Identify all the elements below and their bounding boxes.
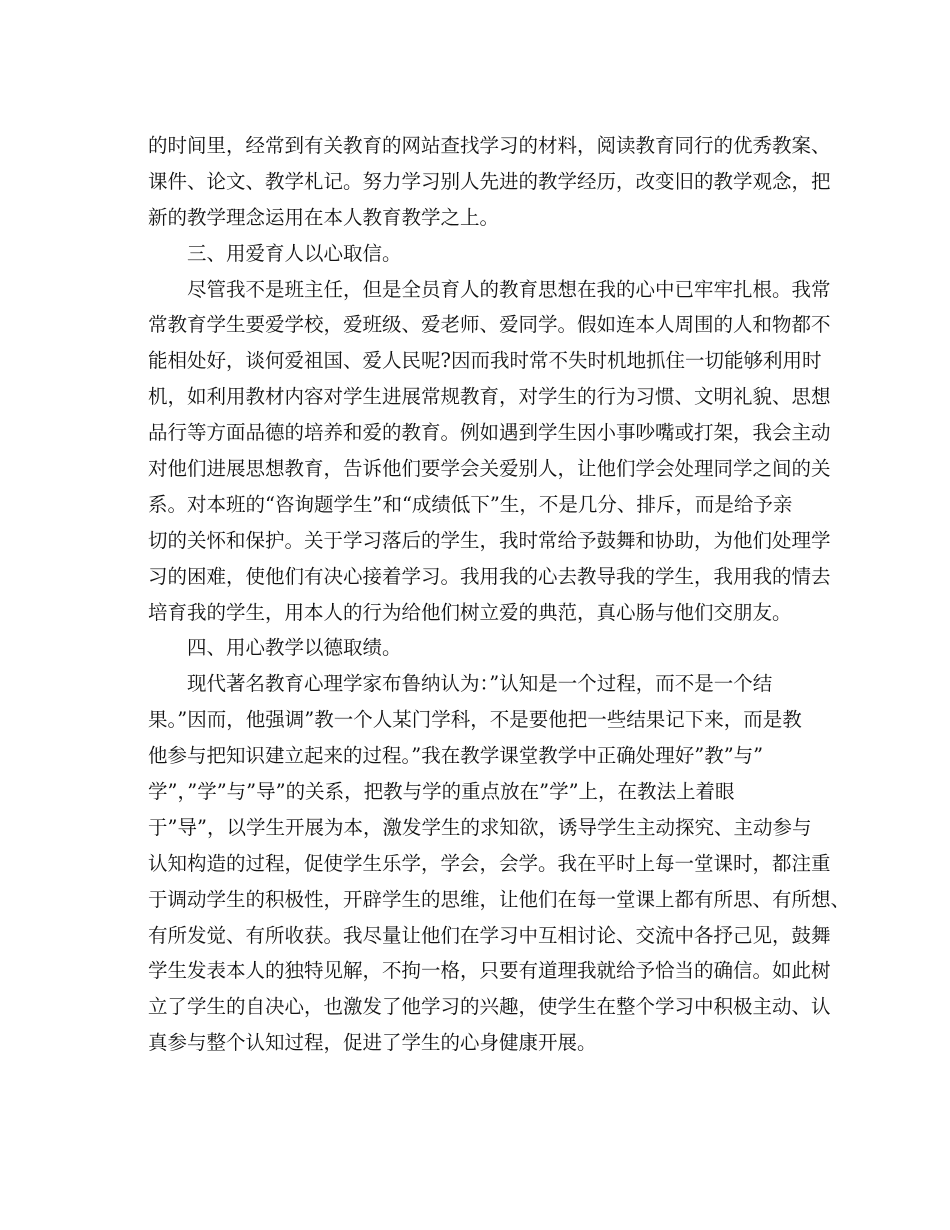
section-heading: 四、用心教学以德取绩。 <box>187 636 402 660</box>
text-line: 系。对本班的“咨询题学生”和“成绩低下”生，不是几分、排斥，而是给予亲 <box>148 492 793 516</box>
text-line: 他参与把知识建立起来的过程。”我在教学课堂教学中正确处理好”教”与” <box>148 744 764 768</box>
text-line: 认知构造的过程，促使学生乐学，学会，会学。我在平时上每一堂课时，都注重 <box>148 851 831 875</box>
text-line: 立了学生的自决心，也激发了他学习的兴趣，使学生在整个学习中积极主动、认 <box>148 995 831 1019</box>
text-line: 于”导”，以学生开展为本，激发学生的求知欲，诱导学生主动探究、主动参与 <box>148 815 812 839</box>
text-line: 课件、论文、教学札记。努力学习别人先进的教学经历，改变旧的教学观念，把 <box>148 169 831 193</box>
text-line: 的时间里，经常到有关教育的网站查找学习的材料，阅读教育同行的优秀教案、 <box>148 134 831 157</box>
text-line: 对他们进展思想教育，告诉他们要学会关爱别人，让他们学会处理同学之间的关 <box>148 457 831 481</box>
text-line: 培育我的学生，用本人的行为给他们树立爱的典范，真心肠与他们交朋友。 <box>148 600 792 624</box>
text-line: 有所发觉、有所收获。我尽量让他们在学习中互相讨论、交流中各抒己见，鼓舞 <box>148 923 831 947</box>
text-line: 果。”因而，他强调”教一个人某门学科，不是要他把一些结果记下来，而是教 <box>148 708 802 732</box>
text-line: 常教育学生要爱学校，爱班级、爱老师、爱同学。假如连本人周围的人和物都不 <box>148 313 831 337</box>
text-line: 品行等方面品德的培养和爱的教育。例如遇到学生因小事吵嘴或打架，我会主动 <box>148 421 831 445</box>
document-body <box>148 128 851 1061</box>
section-heading: 三、用爱育人以心取信。 <box>187 241 402 265</box>
text-line: 学生发表本人的独特见解，不拘一格，只要有道理我就给予恰当的确信。如此树 <box>148 959 831 983</box>
text-line: 机，如利用教材内容对学生进展常规教育，对学生的行为习惯、文明礼貌、思想 <box>148 385 831 409</box>
text-line: 习的困难，使他们有决心接着学习。我用我的心去教导我的学生，我用我的情去 <box>148 564 831 588</box>
text-line: 现代著名教育心理学家布鲁纳认为：”认知是一个过程，而不是一个结 <box>187 672 773 696</box>
text-line: 于调动学生的积极性，开辟学生的思维，让他们在每一堂课上都有所思、有所想、 <box>148 887 851 911</box>
text-line: 真参与整个认知过程，促进了学生的心身健康开展。 <box>148 1031 597 1055</box>
text-line: 能相处好，谈何爱祖国、爱人民呢?因而我时常不失时机地抓住一切能够利用时 <box>148 349 822 373</box>
text-line: 新的教学理念运用在本人教育教学之上。 <box>148 205 500 229</box>
text-line: 尽管我不是班主任，但是全员育人的教育思想在我的心中已牢牢扎根。我常 <box>187 277 831 301</box>
text-line: 切的关怀和保护。关于学习落后的学生，我时常给予鼓舞和协助，为他们处理学 <box>148 528 831 552</box>
text-line: 学”，”学”与”导”的关系，把教与学的重点放在”学”上，在教法上着眼 <box>148 780 735 804</box>
